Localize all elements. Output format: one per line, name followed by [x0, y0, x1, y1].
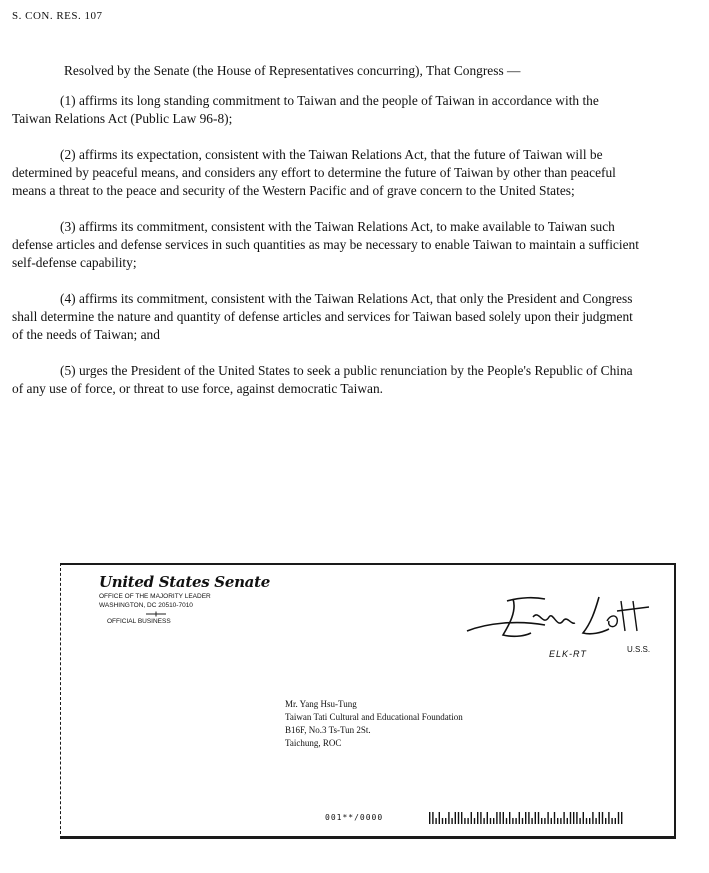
barcode-bar	[547, 812, 548, 824]
recipient-street: B16F, No.3 Ts-Tun 2St.	[285, 725, 371, 735]
postal-barcode	[429, 811, 625, 825]
barcode-bar	[519, 812, 520, 824]
barcode-bar	[605, 818, 606, 824]
barcode-bar	[525, 812, 526, 824]
barcode-bar	[474, 818, 475, 824]
barcode-bar	[445, 818, 446, 824]
barcode-bar	[432, 812, 433, 824]
frank-code: ELK-RT	[549, 649, 587, 659]
envelope	[60, 563, 676, 839]
barcode-bar	[435, 818, 436, 824]
barcode-bar	[451, 818, 452, 824]
barcode-bar	[496, 812, 497, 824]
barcode-bar	[579, 818, 580, 824]
frank-suffix: U.S.S.	[627, 645, 651, 654]
resolution-clause-5: (5) urges the President of the United States to seek a public renunciation by the People's Republic of China of any use of force, or threat to use force, against democratic Taiwan.	[12, 363, 633, 396]
resolution-clause-3: (3) affirms its commitment, consistent with the Taiwan Relations Act, to make available to Taiwan such defense articles and defense services in such quantities as may be necessary to enable Taiwan to maintain a sufficient self-defense capability;	[12, 219, 639, 270]
barcode-number: 001**/0000	[325, 813, 384, 822]
barcode-bar	[538, 812, 539, 824]
barcode-bar	[499, 812, 500, 824]
barcode-bar	[455, 812, 456, 824]
barcode-bar	[509, 812, 510, 824]
barcode-bar	[544, 818, 545, 824]
recipient-name: Mr. Yang Hsu-Tung	[285, 699, 357, 709]
barcode-bar	[506, 818, 507, 824]
barcode-bar	[563, 812, 564, 824]
sender-block	[99, 573, 270, 625]
barcode-bar	[503, 812, 504, 824]
barcode-bar	[477, 812, 478, 824]
barcode-bar	[602, 812, 603, 824]
resolution-clause-2: (2) affirms its expectation, consistent with the Taiwan Relations Act, that the future of Taiwan will be determined by peaceful means, and considers any effort to determine the future of Taiwan by other than peaceful means a threat to the peace and security of the Western Pacific and of grave concern to the United States;	[12, 147, 616, 198]
barcode-bar	[448, 812, 449, 824]
barcode-bar	[512, 818, 513, 824]
sender-office: OFFICE OF THE MAJORITY LEADER	[99, 593, 211, 600]
barcode-bar	[589, 818, 590, 824]
sender-title: United States Senate	[99, 573, 270, 591]
barcode-bar	[586, 818, 587, 824]
resolution-clause-1: (1) affirms its long standing commitment to Taiwan and the people of Taiwan in accordance with the Taiwan Relations Act (Public Law 96-8);	[12, 93, 599, 126]
barcode-bar	[458, 812, 459, 824]
barcode-bar	[429, 812, 430, 824]
barcode-bar	[599, 812, 600, 824]
barcode-bar	[471, 812, 472, 824]
barcode-bar	[573, 812, 574, 824]
barcode-bar	[467, 818, 468, 824]
barcode-bar	[528, 812, 529, 824]
recipient-city: Taichung, ROC	[285, 738, 342, 748]
bill-id: S. CON. RES. 107	[12, 10, 103, 22]
barcode-bar	[567, 818, 568, 824]
barcode-bar	[522, 818, 523, 824]
barcode-bar	[535, 812, 536, 824]
sender-address: WASHINGTON, DC 20510-7010	[99, 602, 193, 609]
barcode-bar	[595, 818, 596, 824]
barcode-bar	[531, 818, 532, 824]
barcode-bar	[583, 812, 584, 824]
barcode-bar	[541, 818, 542, 824]
barcode-bar	[480, 812, 481, 824]
sender-official: OFFICIAL BUSINESS	[107, 618, 171, 625]
barcode-bar	[551, 818, 552, 824]
barcode-bar	[483, 818, 484, 824]
recipient-organization: Taiwan Tati Cultural and Educational Foundation	[285, 712, 463, 722]
resolution-text	[12, 62, 640, 416]
barcode-bar	[618, 812, 619, 824]
barcode-bar	[615, 818, 616, 824]
barcode-bar	[576, 812, 577, 824]
resolution-clause-4: (4) affirms its commitment, consistent with the Taiwan Relations Act, that only the President and Congress shall determine the nature and quantity of defense articles and services for Taiwan based solely upon their judgment of the needs of Taiwan; and	[12, 291, 633, 342]
divider-mark	[145, 611, 167, 617]
barcode-bar	[608, 812, 609, 824]
barcode-bar	[621, 812, 622, 824]
barcode-bar	[464, 818, 465, 824]
barcode-bar	[557, 818, 558, 824]
barcode-bar	[554, 812, 555, 824]
barcode-bar	[493, 818, 494, 824]
barcode-bar	[560, 818, 561, 824]
barcode-bar	[461, 812, 462, 824]
barcode-bar	[442, 818, 443, 824]
signature	[459, 587, 659, 647]
resolution-intro: Resolved by the Senate (the House of Representatives concurring), That Congress —	[64, 63, 521, 78]
barcode-bar	[490, 818, 491, 824]
barcode-bar	[515, 818, 516, 824]
recipient-address	[285, 698, 463, 750]
barcode-bar	[439, 812, 440, 824]
barcode-bar	[570, 812, 571, 824]
barcode-bar	[592, 812, 593, 824]
barcode-bar	[611, 818, 612, 824]
barcode-bar	[487, 812, 488, 824]
